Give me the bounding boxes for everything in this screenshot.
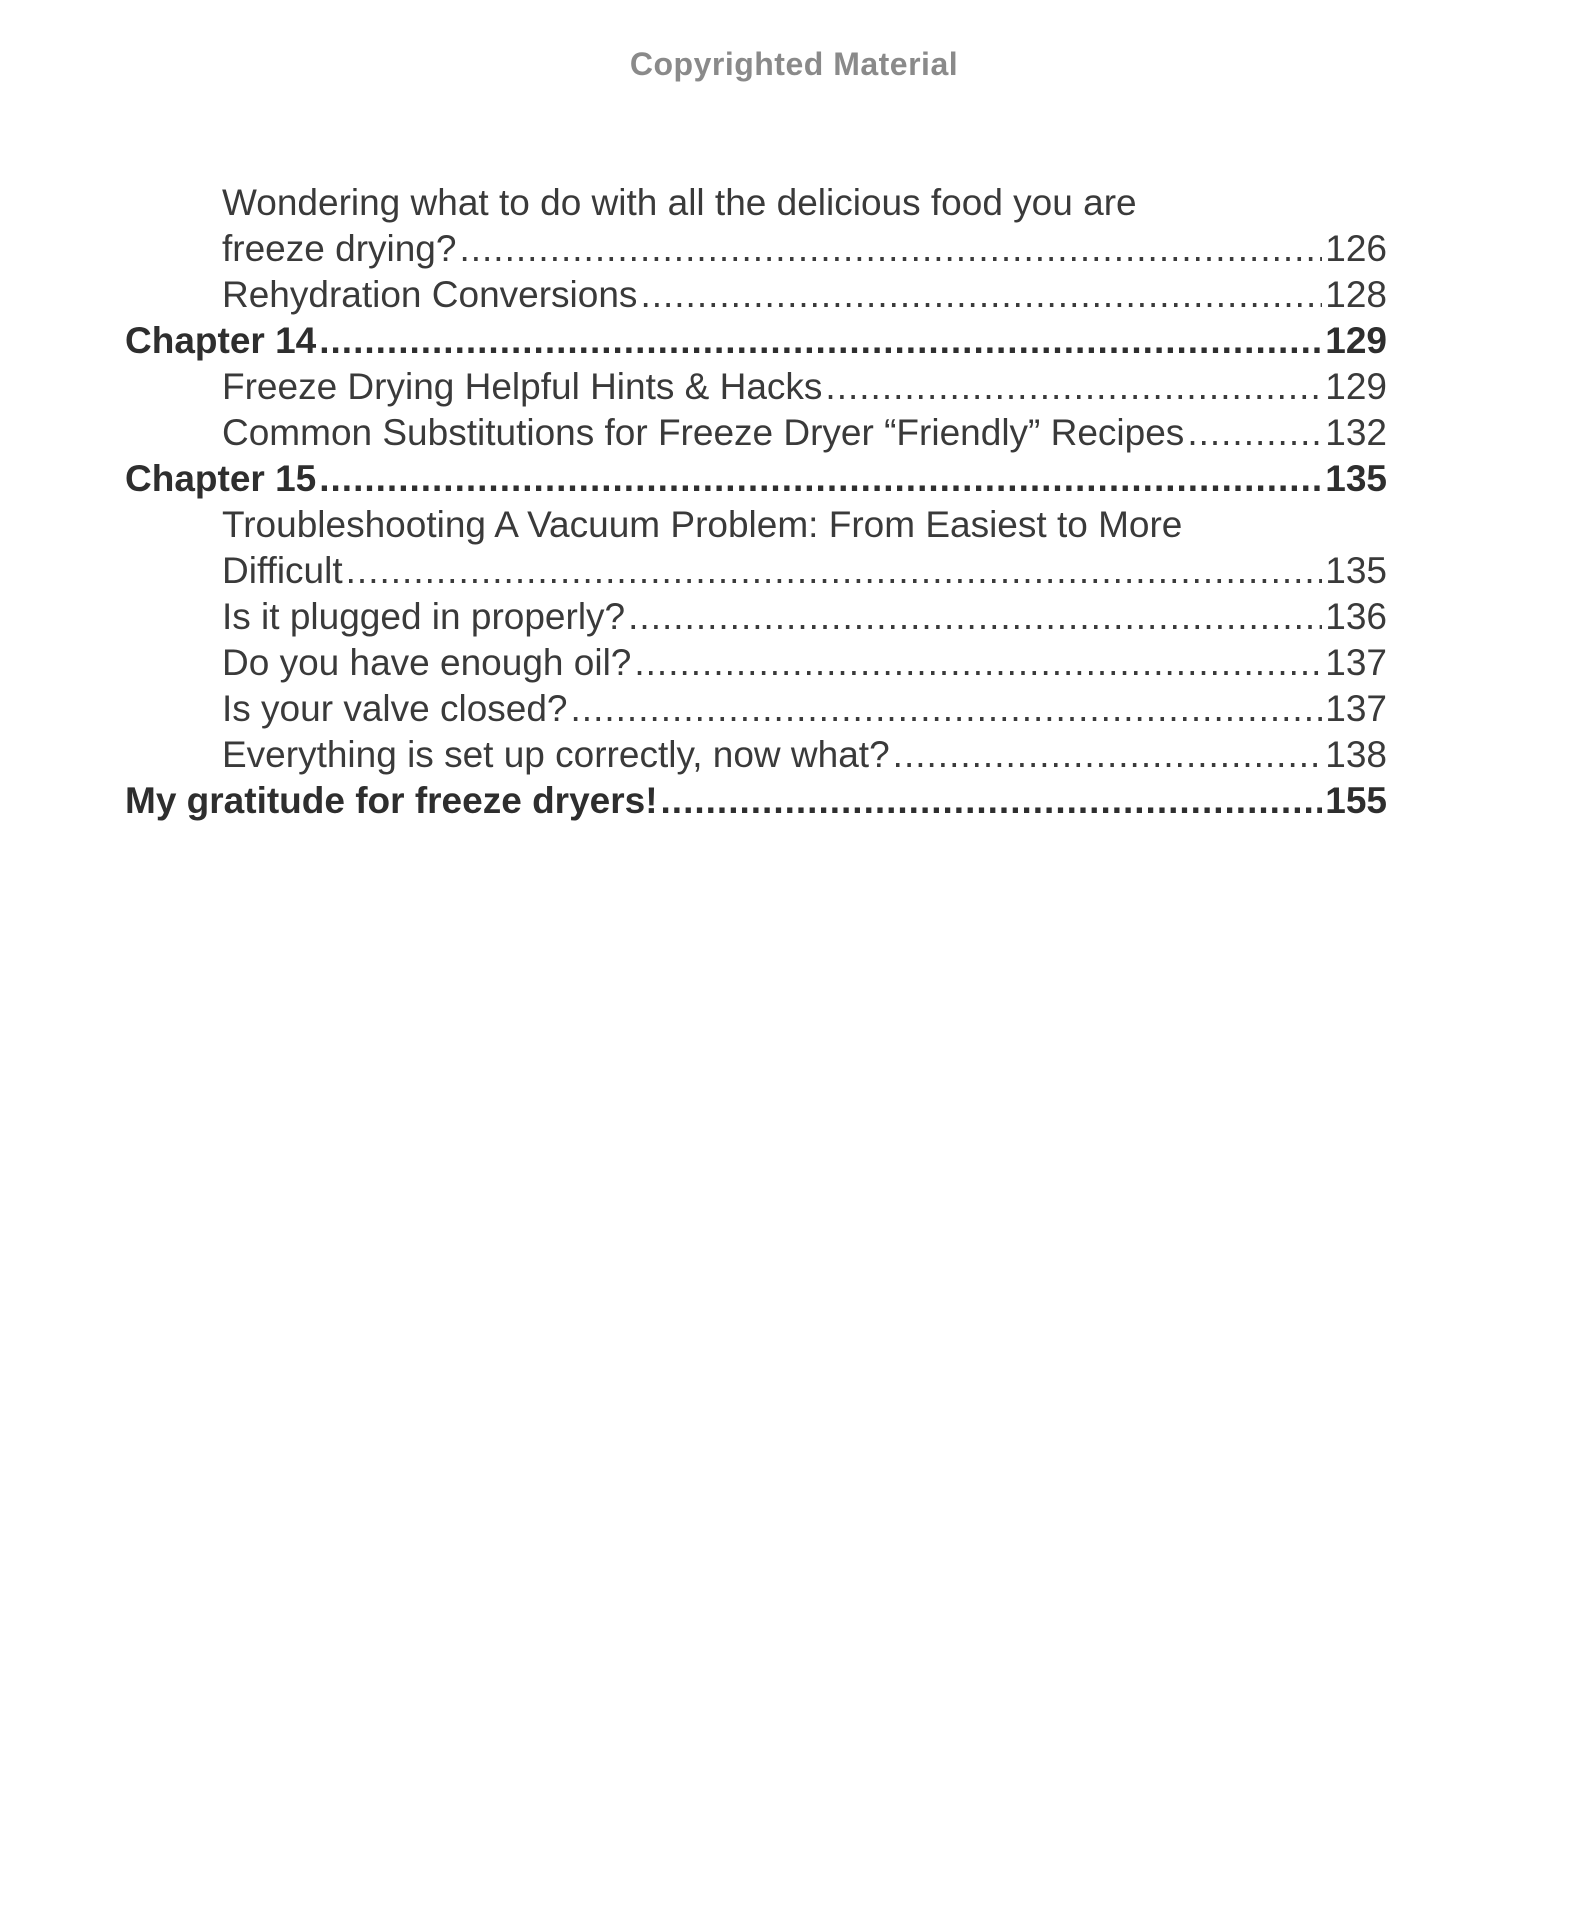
toc-page-number: 128 <box>1325 274 1387 315</box>
toc-chapter-label: My gratitude for freeze dryers! <box>125 780 658 821</box>
copyright-watermark: Copyrighted Material <box>629 46 959 82</box>
toc-page-number: 137 <box>1325 642 1387 683</box>
toc-entry-label: freeze drying? <box>222 228 457 269</box>
dot-leader <box>628 594 1322 640</box>
toc-page-number: 126 <box>1325 228 1387 269</box>
toc-page-number: 129 <box>1325 366 1387 407</box>
toc-entry-label: Is it plugged in properly? <box>222 596 626 637</box>
dot-leader <box>634 640 1322 686</box>
toc-entry-substitutions[interactable] <box>125 410 1387 456</box>
toc-chapter-14[interactable] <box>125 318 1387 364</box>
dot-leader <box>459 226 1322 272</box>
toc-entry-label: Difficult <box>222 550 343 591</box>
dot-leader <box>571 686 1323 732</box>
toc-chapter-15[interactable] <box>125 456 1387 502</box>
toc-page-number: 136 <box>1325 596 1387 637</box>
dot-leader <box>319 318 1322 364</box>
toc-page-number: 137 <box>1325 688 1387 729</box>
toc-entry-gratitude[interactable] <box>125 778 1387 824</box>
toc-page-number: 132 <box>1325 412 1387 453</box>
toc-entry-enough-oil[interactable] <box>125 640 1387 686</box>
toc-entry-set-up-correctly[interactable] <box>125 732 1387 778</box>
toc-entry-line <box>125 548 1387 594</box>
toc-entry-title-line: Wondering what to do with all the delicious food you are <box>222 182 1137 223</box>
toc-page-number: 129 <box>1325 320 1387 361</box>
toc-entry-label: Is your valve closed? <box>222 688 568 729</box>
toc-page-number: 138 <box>1325 734 1387 775</box>
toc-entry-label: Freeze Drying Helpful Hints & Hacks <box>222 366 823 407</box>
dot-leader <box>346 548 1323 594</box>
toc-page-number: 155 <box>1325 780 1387 821</box>
toc-entry-label: Common Substitutions for Freeze Dryer “Friendly” Recipes <box>222 412 1185 453</box>
table-of-contents <box>125 180 1387 824</box>
toc-entry-hints-hacks[interactable] <box>125 364 1387 410</box>
toc-entry-label: Do you have enough oil? <box>222 642 632 683</box>
toc-entry-plugged-in[interactable] <box>125 594 1387 640</box>
dot-leader <box>319 456 1322 502</box>
toc-entry-title-line: Troubleshooting A Vacuum Problem: From Easiest to More <box>222 504 1183 545</box>
toc-entry-wondering[interactable] <box>125 180 1387 272</box>
dot-leader <box>640 272 1322 318</box>
dot-leader <box>1187 410 1322 456</box>
dot-leader <box>825 364 1322 410</box>
toc-chapter-label: Chapter 14 <box>125 320 317 361</box>
toc-page-number: 135 <box>1325 458 1387 499</box>
dot-leader <box>661 778 1323 824</box>
dot-leader <box>893 732 1323 778</box>
toc-entry-valve-closed[interactable] <box>125 686 1387 732</box>
toc-entry-label: Rehydration Conversions <box>222 274 638 315</box>
toc-entry-troubleshooting[interactable] <box>125 502 1387 594</box>
toc-page-number: 135 <box>1325 550 1387 591</box>
toc-entry-rehydration[interactable] <box>125 272 1387 318</box>
toc-entry-label: Everything is set up correctly, now what? <box>222 734 890 775</box>
toc-chapter-label: Chapter 15 <box>125 458 317 499</box>
toc-entry-line <box>125 226 1387 272</box>
